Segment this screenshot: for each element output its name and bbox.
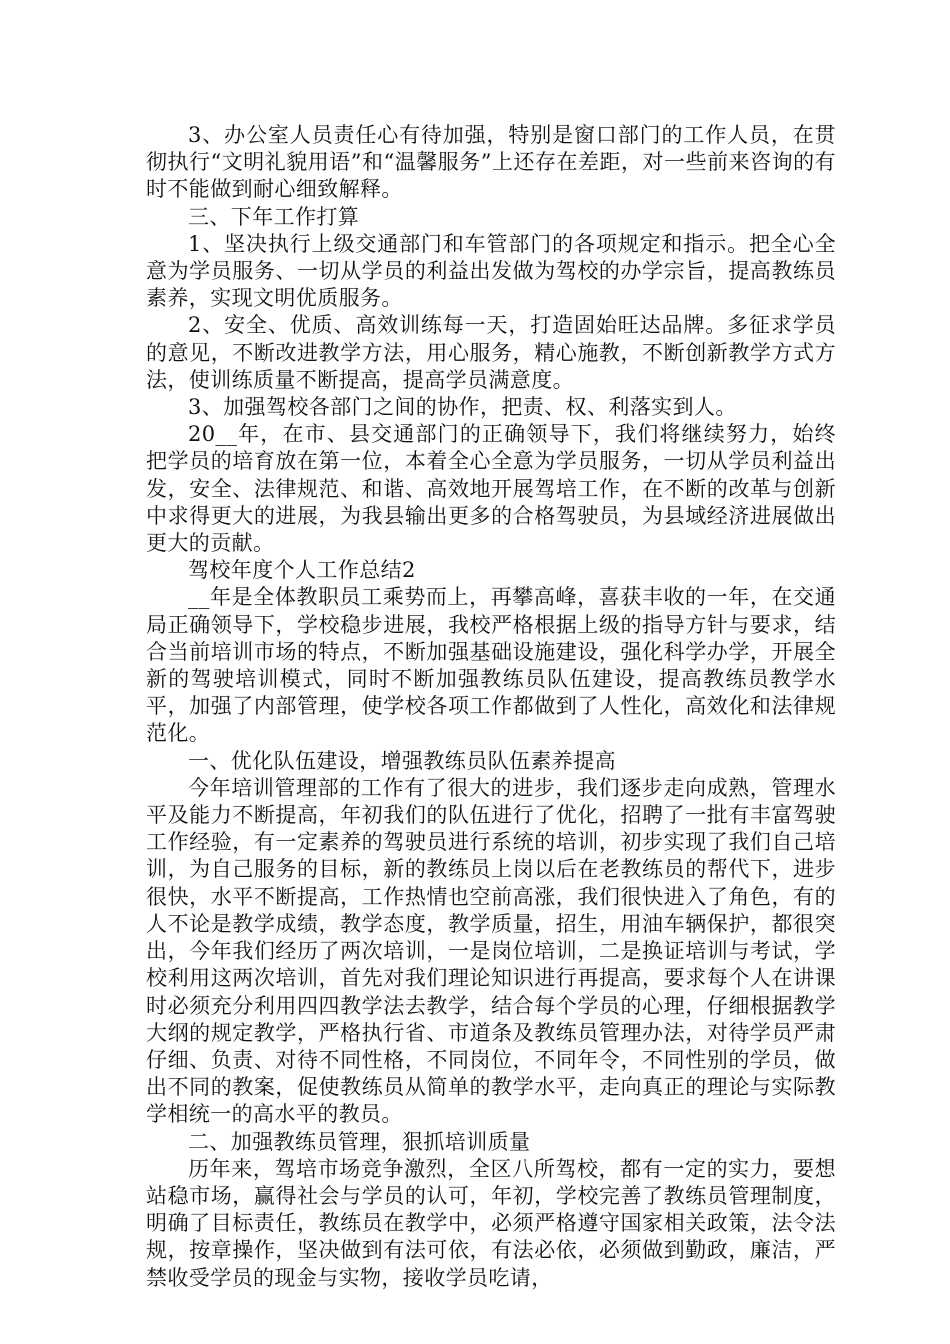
- section-title-summary-2: 驾校年度个人工作总结2: [188, 558, 416, 583]
- heading-instructor-management: 二、加强教练员管理，狠抓培训质量: [188, 1129, 531, 1154]
- paragraph-plan-2: 2、安全、优质、高效训练每一天，打造固始旺达品牌。多征求学员的意见，不断改进教学方法，用心服务，精心施教，不断创新教学方式方法，使训练质量不断提高，提高学员满意度。: [146, 313, 836, 392]
- paragraph-office-staff: 3、办公室人员责任心有待加强，特别是窗口部门的工作人员，在贯彻执行“文明礼貌用语”和“温馨服务”上还存在差距，对一些前来咨询的有时不能做到耐心细致解释。: [146, 123, 836, 202]
- paragraph-plan-3: 3、加强驾校各部门之间的协作，把责、权、利落实到人。: [188, 395, 737, 420]
- heading-team-building: 一、优化队伍建设，增强教练员队伍素养提高: [188, 748, 616, 773]
- paragraph-plan-1: 1、坚决执行上级交通部门和车管部门的各项规定和指示。把全心全意为学员服务、一切从学员的利益出发做为驾校的办学宗旨，提高教练员素养，实现文明优质服务。: [146, 231, 836, 311]
- document-body: [146, 122, 836, 1292]
- paragraph-instructor-management: 历年来，驾培市场竞争激烈，全区八所驾校，都有一定的实力，要想站稳市场，赢得社会与学员的认可，年初，学校完善了教练员管理制度，明确了目标责任，教练员在教学中，必须严格遵守国家相关政策，法令法规，按章操作，坚决做到有法可依，有法必依，必须做到勤政，廉洁，严禁收受学员的现金与实物，接收学员吃请，: [146, 1156, 836, 1290]
- paragraph-year-outlook: 20__年，在市、县交通部门的正确领导下，我们将继续努力，始终把学员的培育放在第一位，本着全心全意为学员服务，一切从学员利益出发，安全、法律规范、和谐、高效地开展驾培工作，在不断的改革与创新中求得更大的进展，为我县输出更多的合格驾驶员，为县域经济进展做出更大的贡献。: [146, 422, 836, 556]
- heading-next-year-plan: 三、下年工作打算: [188, 204, 360, 229]
- paragraph-team-building: 今年培训管理部的工作有了很大的进步，我们逐步走向成熟，管理水平及能力不断提高，年初我们的队伍进行了优化，招聘了一批有丰富驾驶工作经验，有一定素养的驾驶员进行系统的培训，初步实现了我们自己培训，为自己服务的目标，新的教练员上岗以后在老教练员的帮代下，进步很快，水平不断提高，工作热情也空前高涨，我们很快进入了角色，有的人不论是教学成绩，教学态度，教学质量，招生，用油车辆保护，都很突出，今年我们经历了两次培训，一是岗位培训，二是换证培训与考试，学校利用这两次培训，首先对我们理论知识进行再提高，要求每个人在讲课时必须充分利用四四教学法去教学，结合每个学员的心理，仔细根据教学大纲的规定教学，严格执行省、市道条及教练员管理办法，对待学员严肃仔细、负责、对待不同性格，不同岗位，不同年令，不同性别的学员，做出不同的教案，促使教练员从简单的教学水平，走向真正的理论与实际教学相统一的高水平的教员。: [146, 775, 836, 1127]
- paragraph-year-intro: __年是全体教职员工乘势而上，再攀高峰，喜获丰收的一年，在交通局正确领导下，学校稳步进展，我校严格根据上级的指导方针与要求，结合当前培训市场的特点，不断加强基础设施建设，强化科学办学，开展全新的驾驶培训模式，同时不断加强教练员队伍建设，提高教练员教学水平，加强了内部管理，使学校各项工作都做到了人性化，高效化和法律规范化。: [146, 585, 836, 746]
